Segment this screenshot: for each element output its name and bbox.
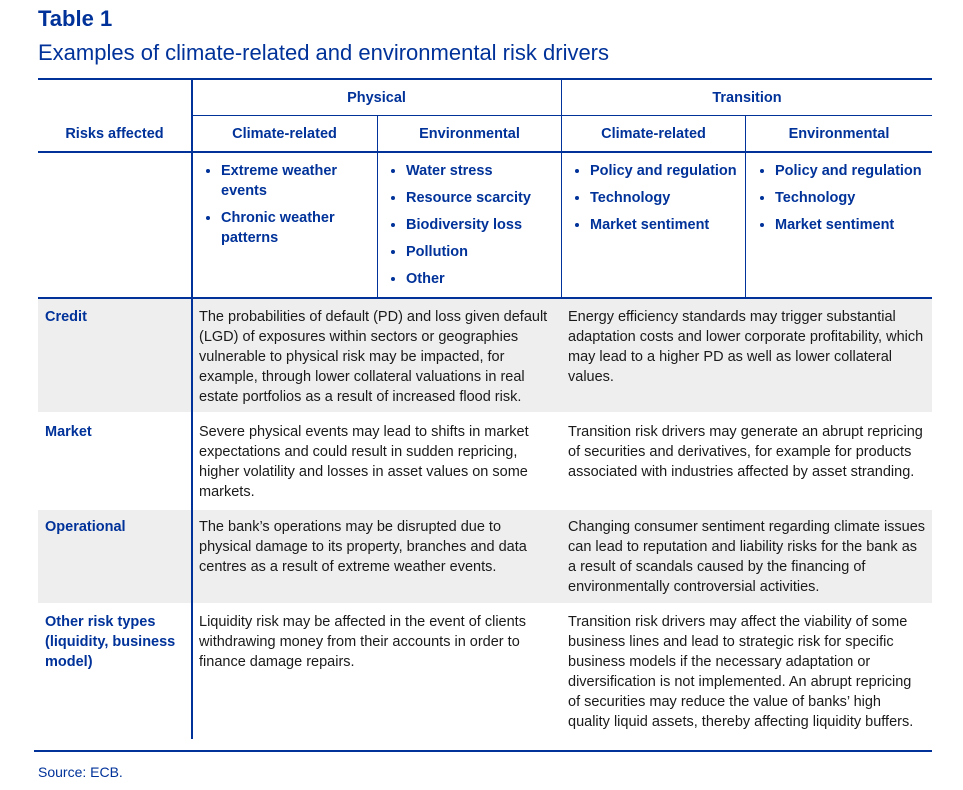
drivers-transition-climate (568, 161, 740, 242)
driver-item: • Technology (775, 188, 925, 208)
row-label-other-risk-types: Other risk types (liquidity, business model) (45, 614, 176, 670)
drivers-physical-environmental (384, 161, 556, 296)
operational-physical-text: The bank’s operations may be disrupted due to physical damage to its property, branches and data centres as a result of extreme weather events. (199, 519, 527, 575)
driver-item: • Resource scarcity (406, 188, 556, 208)
physical-transition-divider (561, 79, 562, 297)
transition-subdivider (745, 116, 746, 297)
driver-item: • Chronic weather patterns (221, 208, 371, 248)
header-physical-climate: Climate-related (232, 126, 337, 142)
header-bottom-rule (38, 151, 932, 153)
driver-item: • Biodiversity loss (406, 215, 556, 235)
table-number: Table 1 (38, 6, 113, 31)
driver-item: • Water stress (406, 161, 556, 181)
market-transition-text: Transition risk drivers may generate an abrupt repricing of securities and derivatives, for example for products associated with industries affected by asset stranding. (568, 424, 923, 480)
other-physical-text: Liquidity risk may be affected in the event of clients withdrawing money from their accounts in order to finance damage repairs. (199, 614, 526, 670)
other-transition-text: Transition risk drivers may affect the viability of some business lines and lead to strategic risk for specific business models if the necessary adaptation or diversification is not implemented. An abrupt repricing of securities may reduce the value of banks’ high quality liquid assets, thereby affecting liquidity buffers. (568, 614, 914, 730)
header-transition-climate: Climate-related (601, 126, 706, 142)
market-physical-text: Severe physical events may lead to shifts in market expectations and could result in sudden repricing, higher volatility and losses in asset values on some markets. (199, 424, 529, 500)
group-header-rule (192, 115, 932, 116)
driver-item: • Pollution (406, 242, 556, 262)
driver-item: • Other (406, 269, 556, 289)
header-risks-affected: Risks affected (65, 126, 164, 142)
row-label-operational: Operational (45, 519, 126, 535)
drivers-physical-climate (199, 161, 371, 255)
drivers-bottom-rule (38, 297, 932, 299)
header-transition-environmental: Environmental (788, 126, 890, 142)
bottom-rule (34, 750, 932, 752)
label-column-divider (191, 79, 193, 739)
driver-item: • Market sentiment (775, 215, 925, 235)
source-note: Source: ECB. (38, 764, 123, 780)
driver-item: • Policy and regulation (590, 161, 740, 181)
row-label-credit: Credit (45, 309, 87, 325)
drivers-transition-environmental (753, 161, 925, 242)
driver-item: • Market sentiment (590, 215, 740, 235)
row-label-market: Market (45, 424, 92, 440)
credit-physical-text: The probabilities of default (PD) and loss given default (LGD) of exposures within sectors or geographies vulnerable to physical risk may be impacted, for example, through lower collateral valuations in real estate portfolios as a result of increased flood risk. (199, 309, 548, 405)
credit-transition-text: Energy efficiency standards may trigger substantial adaptation costs and lower corporate profitability, which may lead to a higher PD as well as lower collateral values. (568, 309, 924, 385)
physical-subdivider (377, 116, 378, 297)
operational-transition-text: Changing consumer sentiment regarding climate issues can lead to reputation and liability risks for the bank as a result of scandals caused by the financing of environmentally controversial activities. (568, 519, 926, 595)
header-transition: Transition (712, 90, 782, 106)
driver-item: • Policy and regulation (775, 161, 925, 181)
table-title: Examples of climate-related and environmental risk drivers (38, 40, 610, 65)
driver-item: • Technology (590, 188, 740, 208)
top-rule (38, 78, 932, 80)
driver-item: • Extreme weather events (221, 161, 371, 201)
header-physical: Physical (347, 90, 406, 106)
header-physical-environmental: Environmental (419, 126, 520, 142)
